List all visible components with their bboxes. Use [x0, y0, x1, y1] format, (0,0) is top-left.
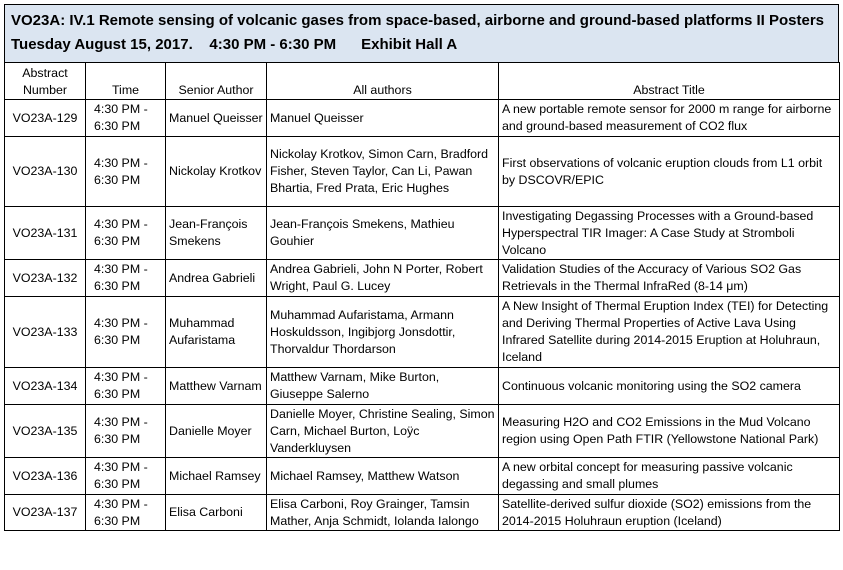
- abstract-title-cell: [499, 297, 840, 368]
- abstract-title-cell: [499, 405, 840, 458]
- time-cell: [86, 368, 166, 405]
- abstract-number-cell-text: VO23A-130: [12, 164, 78, 178]
- all-authors-cell: [267, 297, 499, 368]
- abstract-title-cell: [499, 137, 840, 207]
- abstract-title-cell-text: Validation Studies of the Accuracy of Various SO2 Gas Retrievals in the Thermal InfraRed (8-14 μm): [502, 262, 802, 293]
- senior-author-cell-text: Jean-François Smekens: [169, 217, 248, 248]
- abstract-title-cell-text: Satellite-derived sulfur dioxide (SO2) emissions from the 2014-2015 Holuhraun eruption (Iceland): [502, 496, 812, 528]
- abstract-title-cell-text: Continuous volcanic monitoring using the SO2 camera: [502, 378, 801, 393]
- col-header-abstract-title: Abstract Title: [499, 63, 840, 100]
- senior-author-cell: [166, 368, 267, 405]
- abstract-title-cell: [499, 495, 840, 531]
- all-authors-cell-text: Muhammad Aufaristama, Armann Hoskuldsson, Ingibjorg Jonsdottir, Thorvaldur Thordarson: [270, 307, 456, 356]
- abstract-number-cell-text: VO23A-132: [12, 270, 78, 285]
- abstract-title-cell-text: A new portable remote sensor for 2000 m range for airborne and ground-based measurement of CO2 flux: [502, 102, 832, 133]
- col-header-senior-author: Senior Author: [166, 63, 267, 100]
- all-authors-cell-text: Matthew Varnam, Mike Burton, Giuseppe Salerno: [270, 370, 440, 401]
- abstract-number-cell: [5, 137, 86, 207]
- abstracts-table: [4, 62, 840, 531]
- time-cell: [86, 458, 166, 495]
- abstract-number-cell-text: VO23A-134: [12, 378, 78, 393]
- abstract-number-cell: [5, 495, 86, 531]
- col-header-abstract-number-l2: Number: [22, 83, 68, 97]
- all-authors-cell-text: Jean-François Smekens, Mathieu Gouhier: [270, 217, 455, 248]
- time-cell-text: 4:30 PM -: [94, 102, 148, 116]
- senior-author-cell-text: Michael Ramsey: [169, 468, 261, 483]
- all-authors-cell-text: Manuel Queisser: [270, 110, 364, 125]
- senior-author-cell-text: Manuel Queisser: [169, 110, 263, 125]
- senior-author-cell: [166, 260, 267, 297]
- session-datetime: Tuesday August 15, 2017. 4:30 PM - 6:30 PM Exhibit Hall A: [11, 36, 458, 53]
- abstract-number-cell-text: VO23A-131: [12, 225, 78, 240]
- time-cell-text: 6:30 PM: [94, 477, 141, 491]
- col-header-abstract-number-l1: Abstract: [22, 66, 68, 80]
- abstract-title-cell: [499, 458, 840, 495]
- time-cell-text: 4:30 PM -: [94, 262, 148, 276]
- abstract-number-cell-text: VO23A-133: [12, 324, 78, 339]
- abstract-title-cell-text: A New Insight of Thermal Eruption Index (TEI) for Detecting and Deriving Thermal Properties of Active Lava Using Infrared Satellite during 2014-2015 Eruption at Holuhraun, Iceland: [502, 299, 829, 364]
- all-authors-cell: [267, 260, 499, 297]
- table-row: [5, 458, 840, 495]
- all-authors-cell-text: Danielle Moyer, Christine Sealing, Simon Carn, Michael Burton, Loÿc Vanderkluysen: [270, 406, 495, 455]
- senior-author-cell-text: Elisa Carboni: [169, 505, 243, 519]
- abstract-number-cell: [5, 405, 86, 458]
- col-header-time: Time: [86, 63, 166, 100]
- all-authors-cell-text: Nickolay Krotkov, Simon Carn, Bradford Fisher, Steven Taylor, Can Li, Pawan Bhartia, Fred Prata, Eric Hughes: [270, 147, 489, 195]
- time-cell-text: 6:30 PM: [94, 513, 141, 528]
- time-cell-text: 6:30 PM: [94, 387, 141, 401]
- abstract-number-cell: [5, 368, 86, 405]
- all-authors-cell: [267, 495, 499, 531]
- senior-author-cell: [166, 405, 267, 458]
- all-authors-cell-text: Elisa Carboni, Roy Grainger, Tamsin Mather, Anja Schmidt, Iolanda Ialongo: [270, 496, 479, 528]
- table-row: [5, 100, 840, 137]
- abstract-title-cell-text: A new orbital concept for measuring passive volcanic degassing and small plumes: [502, 460, 793, 491]
- time-cell-text: 6:30 PM: [94, 432, 141, 446]
- all-authors-cell: [267, 207, 499, 260]
- senior-author-cell-text: Nickolay Krotkov: [169, 164, 262, 178]
- time-cell-text: 4:30 PM -: [94, 460, 148, 474]
- abstract-number-cell: [5, 458, 86, 495]
- table-row: [5, 137, 840, 207]
- time-cell-text: 6:30 PM: [94, 172, 141, 187]
- session-title: VO23A: IV.1 Remote sensing of volcanic gases from space-based, airborne and ground-based platforms II Posters: [11, 12, 825, 29]
- senior-author-cell: [166, 297, 267, 368]
- time-cell-text: 6:30 PM: [94, 279, 141, 293]
- abstract-number-cell: [5, 100, 86, 137]
- time-cell-text: 4:30 PM -: [94, 217, 148, 231]
- abstract-title-cell-text: Measuring H2O and CO2 Emissions in the Mud Volcano region using Open Path FTIR (Yellowstone National Park): [502, 415, 819, 446]
- time-cell: [86, 405, 166, 458]
- abstract-title-cell-text: First observations of volcanic eruption clouds from L1 orbit by DSCOVR/EPIC: [502, 155, 823, 187]
- time-cell-text: 6:30 PM: [94, 333, 141, 347]
- time-cell-text: 4:30 PM -: [94, 316, 148, 330]
- abstract-title-cell: [499, 207, 840, 260]
- all-authors-cell: [267, 368, 499, 405]
- senior-author-cell: [166, 100, 267, 137]
- abstract-number-cell-text: VO23A-136: [12, 468, 78, 483]
- time-cell-text: 4:30 PM -: [94, 496, 148, 511]
- session-header: [4, 4, 839, 62]
- col-header-abstract-number: [5, 63, 86, 100]
- senior-author-cell: [166, 137, 267, 207]
- abstract-number-cell: [5, 260, 86, 297]
- all-authors-cell: [267, 100, 499, 137]
- table-header-row: [5, 63, 840, 100]
- all-authors-cell: [267, 137, 499, 207]
- all-authors-cell-text: Michael Ramsey, Matthew Watson: [270, 468, 460, 483]
- senior-author-cell-text: Matthew Varnam: [169, 378, 262, 393]
- time-cell-text: 6:30 PM: [94, 234, 141, 248]
- time-cell: [86, 260, 166, 297]
- time-cell-text: 4:30 PM -: [94, 415, 148, 429]
- table-row: [5, 260, 840, 297]
- all-authors-cell-text: Andrea Gabrieli, John N Porter, Robert Wright, Paul G. Lucey: [270, 262, 483, 293]
- abstract-number-cell-text: VO23A-135: [12, 423, 78, 438]
- time-cell: [86, 207, 166, 260]
- senior-author-cell: [166, 207, 267, 260]
- time-cell-text: 6:30 PM: [94, 119, 141, 133]
- time-cell-text: 4:30 PM -: [94, 155, 148, 170]
- session-sheet: [4, 4, 839, 531]
- table-row: [5, 207, 840, 260]
- time-cell: [86, 297, 166, 368]
- abstract-number-cell-text: VO23A-137: [12, 505, 78, 519]
- senior-author-cell-text: Andrea Gabrieli: [169, 270, 256, 285]
- table-row: [5, 405, 840, 458]
- table-row: [5, 495, 840, 531]
- abstract-title-cell: [499, 260, 840, 297]
- abstract-title-cell: [499, 368, 840, 405]
- all-authors-cell: [267, 458, 499, 495]
- time-cell: [86, 495, 166, 531]
- abstract-title-cell-text: Investigating Degassing Processes with a Ground-based Hyperspectral TIR Imager: A Case Study at Stromboli Volcano: [502, 208, 814, 257]
- time-cell-text: 4:30 PM -: [94, 370, 148, 384]
- time-cell: [86, 100, 166, 137]
- table-row: [5, 297, 840, 368]
- senior-author-cell: [166, 458, 267, 495]
- senior-author-cell: [166, 495, 267, 531]
- table-row: [5, 368, 840, 405]
- senior-author-cell-text: Danielle Moyer: [169, 423, 252, 438]
- abstract-number-cell: [5, 297, 86, 368]
- all-authors-cell: [267, 405, 499, 458]
- abstract-number-cell-text: VO23A-129: [12, 110, 78, 125]
- col-header-all-authors: All authors: [267, 63, 499, 100]
- abstract-title-cell: [499, 100, 840, 137]
- time-cell: [86, 137, 166, 207]
- senior-author-cell-text: Muhammad Aufaristama: [169, 316, 236, 347]
- abstract-number-cell: [5, 207, 86, 260]
